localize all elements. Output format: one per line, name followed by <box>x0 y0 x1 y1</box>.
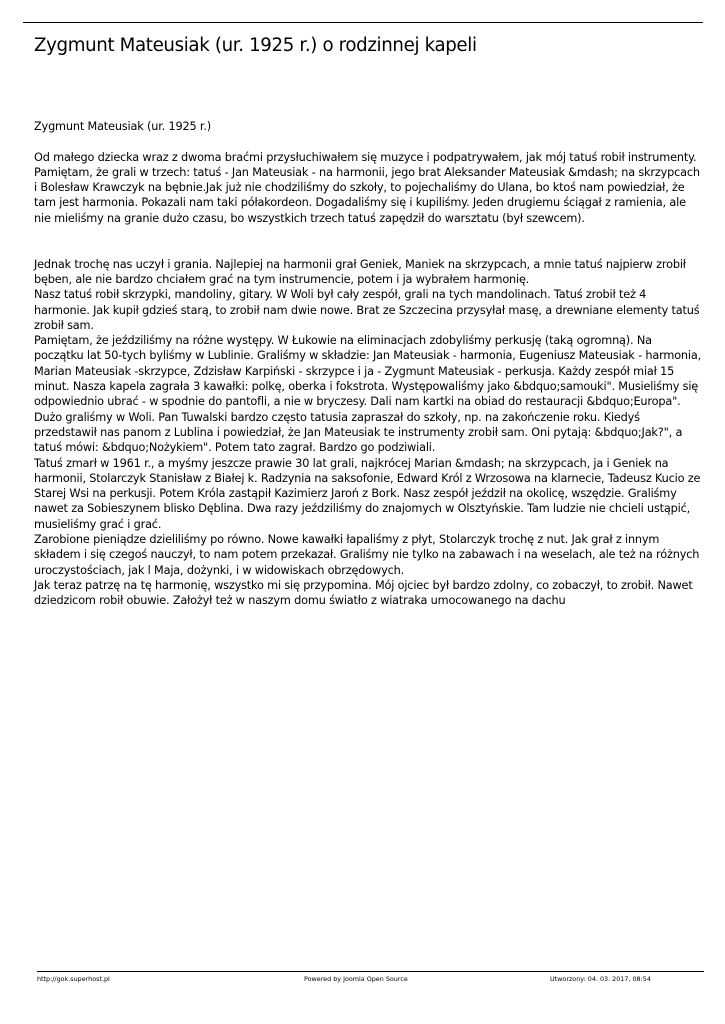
paragraph: Pamiętam, że jeździliśmy na różne występy. W Łukowie na eliminacjach zdobyliśmy perkusję (taką ogromną). Na początku lat 50-tych byliśmy w Lublinie. Graliśmy w składzie: Jan Mateusiak - harmonia, Eugeniusz Mateusiak - harmonia, Marian Mateusiak -skrzypce, Zdzisław Karpiński - skrzypce i ja - Zygmunt Mateusiak - perkusja. Każdy zespół miał 15 minut. Nasza kapela zagrała 3 kawałki: polkę, oberka i fokstrota. Występowaliśmy jako &bdquo;samouki". Musieliśmy się odpowiednio ubrać - w spodnie do pantofli, a nie w bryczesy. Dali nam kartki na obiad do restauracji &bdquo;Europa". <box>34 334 702 409</box>
page-title: Zygmunt Mateusiak (ur. 1925 r.) o rodzinnej kapeli <box>34 35 477 56</box>
article-body <box>34 119 702 609</box>
paragraph: Nasz tatuś robił skrzypki, mandoliny, gitary. W Woli był cały zespół, grali na tych mandolinach. Tatuś zrobił też 4 harmonie. Jak kupił gdzieś starą, to zrobił nam dwie nowe. Brat ze Szczecina przysyłał masę, a drewniane elementy tatuś zrobił sam. <box>34 288 700 332</box>
footer-rule <box>37 971 704 972</box>
paragraph: Zarobione pieniądze dzieliliśmy po równo. Nowe kawałki łapaliśmy z płyt, Stolarczyk trochę z nut. Jak grał z innym składem i się czegoś nauczył, to nam potem przekazał. Graliśmy nie tylko na zabawach i na weselach, ale też na różnych uroczystościach, jak l Maja, dożynki, i w widowiskach obrzędowych. <box>34 533 700 577</box>
author-line: Zygmunt Mateusiak (ur. 1925 r.) <box>34 120 211 133</box>
paragraph: Tatuś zmarł w 1961 r., a myśmy jeszcze prawie 30 lat grali, najkrócej Marian &mdash; na skrzypcach, ja i Geniek na harmonii, Stolarczyk Stanisław z Białej k. Radzynia na saksofonie, Edward Król z Wrzosowa na klarnecie, Tadeusz Kucio ze Starej Wsi na perkusji. Potem Króla zastąpił Kazimierz Jaroń z Bork. Nasz zespół jeździł na okolicę, wszędzie. Graliśmy nawet za Sobieszynem blisko Dęblina. Dwa razy jeździliśmy do znajomych w Olsztyńskie. Tam ludzie nie chcieli ustąpić, musieliśmy grać i grać. <box>34 456 701 531</box>
footer-created-date: Utworzony: 04. 03. 2017, 08:54 <box>550 975 651 983</box>
paragraph-intro: Od małego dziecka wraz z dwoma braćmi przysłuchiwałem się muzyce i podpatrywałem, jak mój tatuś robił instrumenty. Pamiętam, że grali w trzech: tatuś - Jan Mateusiak - na harmonii, jego brat Aleksander Mateusiak &mdash; na skrzypcach i Bolesław Krawczyk na bębnie.Jak już nie chodziliśmy do szkoły, to pojechaliśmy do Ulana, bo ktoś nam powiedział, że tam jest harmonia. Pokazali nam taki półakordeon. Dogadaliśmy się i kupiliśmy. Jeden drugiemu ściągał z ramienia, ale nie mieliśmy na granie dużo czasu, bo wszystkich trzech tatuś zapędził do warsztatu (był szewcem). <box>34 150 700 225</box>
footer-powered-by: Powered by Joomla Open Source <box>304 975 408 983</box>
paragraph: Jak teraz patrzę na tę harmonię, wszystko mi się przypomina. Mój ojciec był bardzo zdolny, co zobaczył, to zrobił. Nawet dziedzicom robił obuwie. Założył też w naszym domu światło z wiatraka umocowanego na dachu <box>34 578 693 608</box>
paragraph: Dużo graliśmy w Woli. Pan Tuwalski bardzo często tatusia zapraszał do szkoły, np. na zakończenie roku. Kiedyś przedstawił nas panom z Lublina i powiedział, że Jan Mateusiak te instrumenty zrobił sam. Oni pytają: &bdquo;Jak?", a tatuś mówi: &bdquo;Nożykiem". Potem tato zagrał. Bardzo go podziwiali. <box>34 410 683 455</box>
footer-site-url: http://gok.superhost.pl <box>37 975 110 983</box>
header-rule <box>23 22 703 23</box>
paragraph: Jednak trochę nas uczył i grania. Najlepiej na harmonii grał Geniek, Maniek na skrzypcach, a mnie tatuś najpierw zrobił bęben, ale nie bardzo chciałem grać na tym instrumencie, potem i ja wybrałem harmonię. <box>34 257 686 286</box>
